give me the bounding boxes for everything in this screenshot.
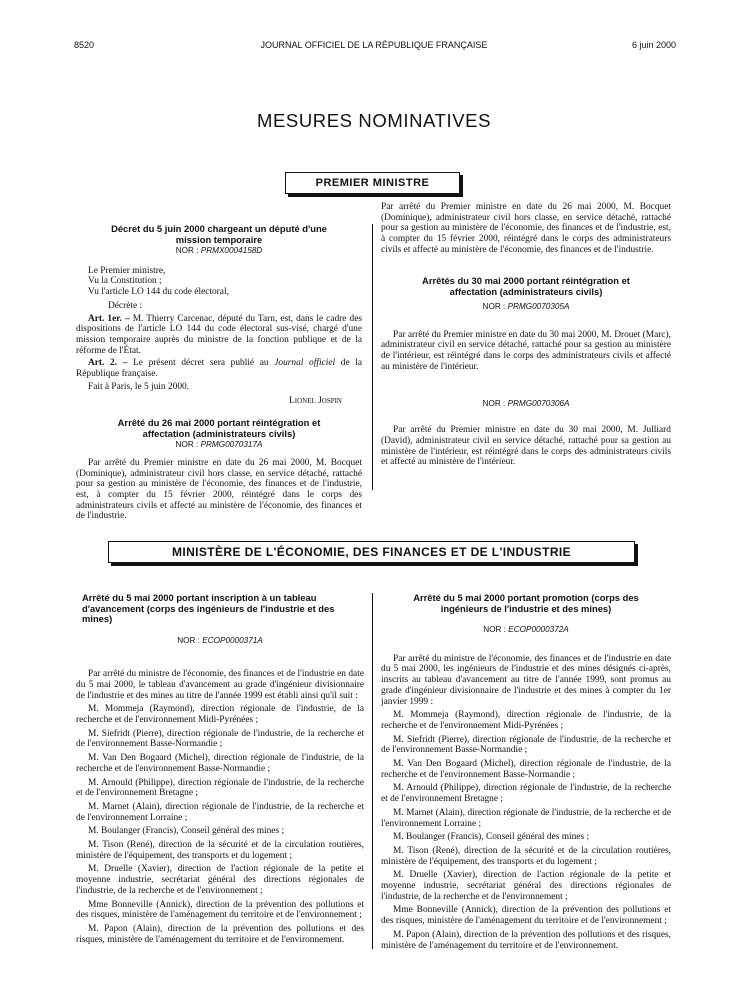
left-column-section1 (76, 223, 363, 522)
arretes30-heading: Arrêtés du 30 mai 2000 portant réintégration et affectation (administrateurs civils) (422, 275, 630, 297)
list-item: M. Druelle (Xavier), direction de l'action régionale de la petite et moyenne industrie, secrétariat général des directions régionales de l'industrie, de la recherche et de l'environnement ; (76, 864, 364, 896)
left-column-section2 (76, 593, 364, 945)
list-item: M. Boulanger (Francis), Conseil général des mines ; (393, 832, 590, 843)
fait-a-paris: Fait à Paris, le 5 juin 2000. (88, 381, 190, 392)
article-1: Art. 1er. – M. Thierry Carcenac, député du Tarn, est, dans le cadre des dispositions de l'article LO 144 du code électoral sus-visé, chargé d'une mission temporaire auprès du ministre de la fonction publique et de la réforme de l'État. (76, 313, 362, 356)
list-item: M. Marnet (Alain), direction régionale de l'industrie, de la recherche et de l'environnement Lorraine ; (381, 807, 671, 829)
list-item: M. Van Den Bogaard (Michel), direction régionale de l'industrie, de la recherche et de l'environnement Basse-Normandie ; (381, 759, 671, 780)
promotion-list (381, 710, 671, 951)
article-2: Art. 2. – Le présent décret sera publié au Journal officiel de la République française. (76, 358, 363, 380)
list-item: M. Arnould (Philippe), direction régionale de l'industrie, de la recherche et de l'environnement Bretagne ; (76, 777, 364, 799)
arrete30a-text: Par arrêté du Premier ministre en date du 30 mai 2000, M. Drouet (Marc), administrateur civil en service détaché, rattaché pour sa gestion au ministère de l'intérieur, est réintégré dans le corps des administrateurs civils et affecté au ministère de l'intérieur. (381, 329, 671, 372)
arrete30b-nor: NOR : PRMG0070306A (482, 398, 570, 408)
arrete26-text-part1: Par arrêté du Premier ministre en date du 26 mai 2000, M. Bocquet (Dominique), administrateur civil hors classe, en service détaché, rattaché pour sa gestion au ministère de l'économie, des finances et de l'industrie, est, à compter du 15 février 2000, réintégré dans le corps des administrateurs civils et affecté au ministère de l'économie, des finances et de l'industrie. (76, 457, 362, 522)
right-column-section1 (381, 202, 671, 468)
list-item: M. Mommeja (Raymond), direction régionale de l'industrie, de la recherche et de l'environnement Midi-Pyrénées ; (76, 704, 364, 726)
journal-title: JOURNAL OFFICIEL DE LA RÉPUBLIQUE FRANÇAISE (260, 40, 488, 50)
signature: Lionel Jospin (289, 396, 342, 407)
list-item: Mme Bonneville (Annick), direction de la prévention des pollutions et des risques, ministère de l'aménagement du territoire et de l'environnement ; (76, 899, 364, 921)
list-item: M. Papon (Alain), direction de la prévention des pollutions et des risques, ministère de l'aménagement du territoire et de l'environnement. (381, 929, 671, 951)
decret-nor: NOR : PRMX0004158D (175, 246, 263, 255)
list-item: M. Druelle (Xavier), direction de l'action régionale de la petite et moyenne industrie, secrétariat général des directions régionales de l'industrie, de la recherche et de l'environnement ; (381, 870, 671, 902)
list-item: M. Arnould (Philippe), direction régionale de l'industrie, de la recherche et de l'environnement Bretagne ; (381, 783, 671, 805)
tableau-heading: Arrêté du 5 mai 2000 portant inscription à un tableau d'avancement (corps des ingénieurs de l'industrie et des mines) (82, 592, 335, 624)
decrete: Décrète : (108, 300, 143, 311)
arrete26-nor: NOR : PRMG0070317A (175, 440, 263, 450)
list-item: M. Mommeja (Raymond), direction régionale de l'industrie, de la recherche et de l'environnement Midi-Pyrénées ; (381, 710, 671, 731)
list-item: M. Siefridt (Pierre), direction régionale de l'industrie, de la recherche et de l'environnement Basse-Normandie ; (76, 728, 364, 750)
list-item: M. Boulanger (Francis), Conseil général des mines ; (88, 826, 285, 837)
section-ministere-economie: MINISTÈRE DE L'ÉCONOMIE, DES FINANCES ET DE L'INDUSTRIE (108, 541, 635, 563)
decret-visas: Le Premier ministre, Vu la Constitution ; Vu l'article LO 144 du code électoral, (88, 265, 229, 298)
arrete30a-nor: NOR : PRMG0070305A (482, 302, 570, 311)
arrete30b-text: Par arrêté du Premier ministre en date du 30 mai 2000, M. Julliard (David), administrateur civil en service détaché, rattaché pour sa gestion au ministère de l'intérieur, est réintégré dans le corps des administrateurs civils et affecté au ministère de l'intérieur. (381, 425, 671, 468)
column-divider-1 (372, 224, 373, 490)
list-item: M. Papon (Alain), direction de la prévention des pollutions et des risques, ministère de l'aménagement du territoire et de l'environnement. (76, 923, 364, 945)
tableau-nor: NOR : ECOP0000371A (177, 635, 263, 645)
list-item: M. Van Den Bogaard (Michel), direction régionale de l'industrie, de la recherche et de l'environnement Basse-Normandie ; (76, 753, 364, 774)
issue-date: 6 juin 2000 (631, 40, 676, 50)
section-premier-ministre: PREMIER MINISTRE (285, 172, 460, 194)
tableau-intro: Par arrêté du ministre de l'économie, des finances et de l'industrie en date du 5 mai 2000, le tableau d'avancement au grade d'ingénieur divisionnaire de l'industrie et des mines au titre de l'année 1999 est établi ainsi qu'il suit : (76, 669, 364, 701)
promotion-heading: Arrêté du 5 mai 2000 portant promotion (corps des ingénieurs de l'industrie et des mines) (413, 592, 639, 614)
tableau-list (76, 704, 364, 945)
list-item: M. Tison (René), direction de la sécurité et de la circulation routières, ministère de l'équipement, des transports et du logement ; (381, 845, 671, 867)
page-number: 8520 (74, 40, 95, 50)
decret-heading: Décret du 5 juin 2000 chargeant un député d'une mission temporaire (111, 223, 327, 245)
page-title: MESURES NOMINATIVES (256, 110, 492, 131)
promotion-intro: Par arrêté du ministre de l'économie, des finances et de l'industrie en date du 5 mai 2000, les ingénieurs de l'industrie et des mines désignés ci-après, inscrits au tableau d'avancement au titre de l'année 1999, sont promus au grade d'ingénieur divisionnaire de l'industrie et des mines à compter du 1er janvier 1999 : (381, 653, 671, 707)
right-column-section2 (381, 593, 671, 951)
list-item: Mme Bonneville (Annick), direction de la prévention des pollutions et des risques, ministère de l'aménagement du territoire et de l'environnement ; (381, 905, 671, 927)
promotion-nor: NOR : ECOP0000372A (483, 625, 569, 634)
arrete26-heading: Arrêté du 26 mai 2000 portant réintégration et affectation (administrateurs civils) (117, 417, 321, 439)
list-item: M. Tison (René), direction de la sécurité et de la circulation routières, ministère de l'équipement, des transports et du logement ; (76, 840, 364, 861)
list-item: M. Siefridt (Pierre), direction régionale de l'industrie, de la recherche et de l'environnement Basse-Normandie ; (381, 734, 671, 756)
list-item: M. Marnet (Alain), direction régionale de l'industrie, de la recherche et de l'environnement Lorraine ; (76, 801, 364, 823)
arrete26-text-part2: Par arrêté du Premier ministre en date du 26 mai 2000, M. Bocquet (Dominique), administrateur civil hors classe, en service détaché, rattaché pour sa gestion au ministère de l'économie, des finances et de l'industrie, est, à compter du 15 février 2000, réintégré dans le corps des administrateurs civils et affecté au ministère de l'économie, des finances et de l'industrie. (381, 202, 671, 255)
column-divider-2 (372, 593, 373, 949)
